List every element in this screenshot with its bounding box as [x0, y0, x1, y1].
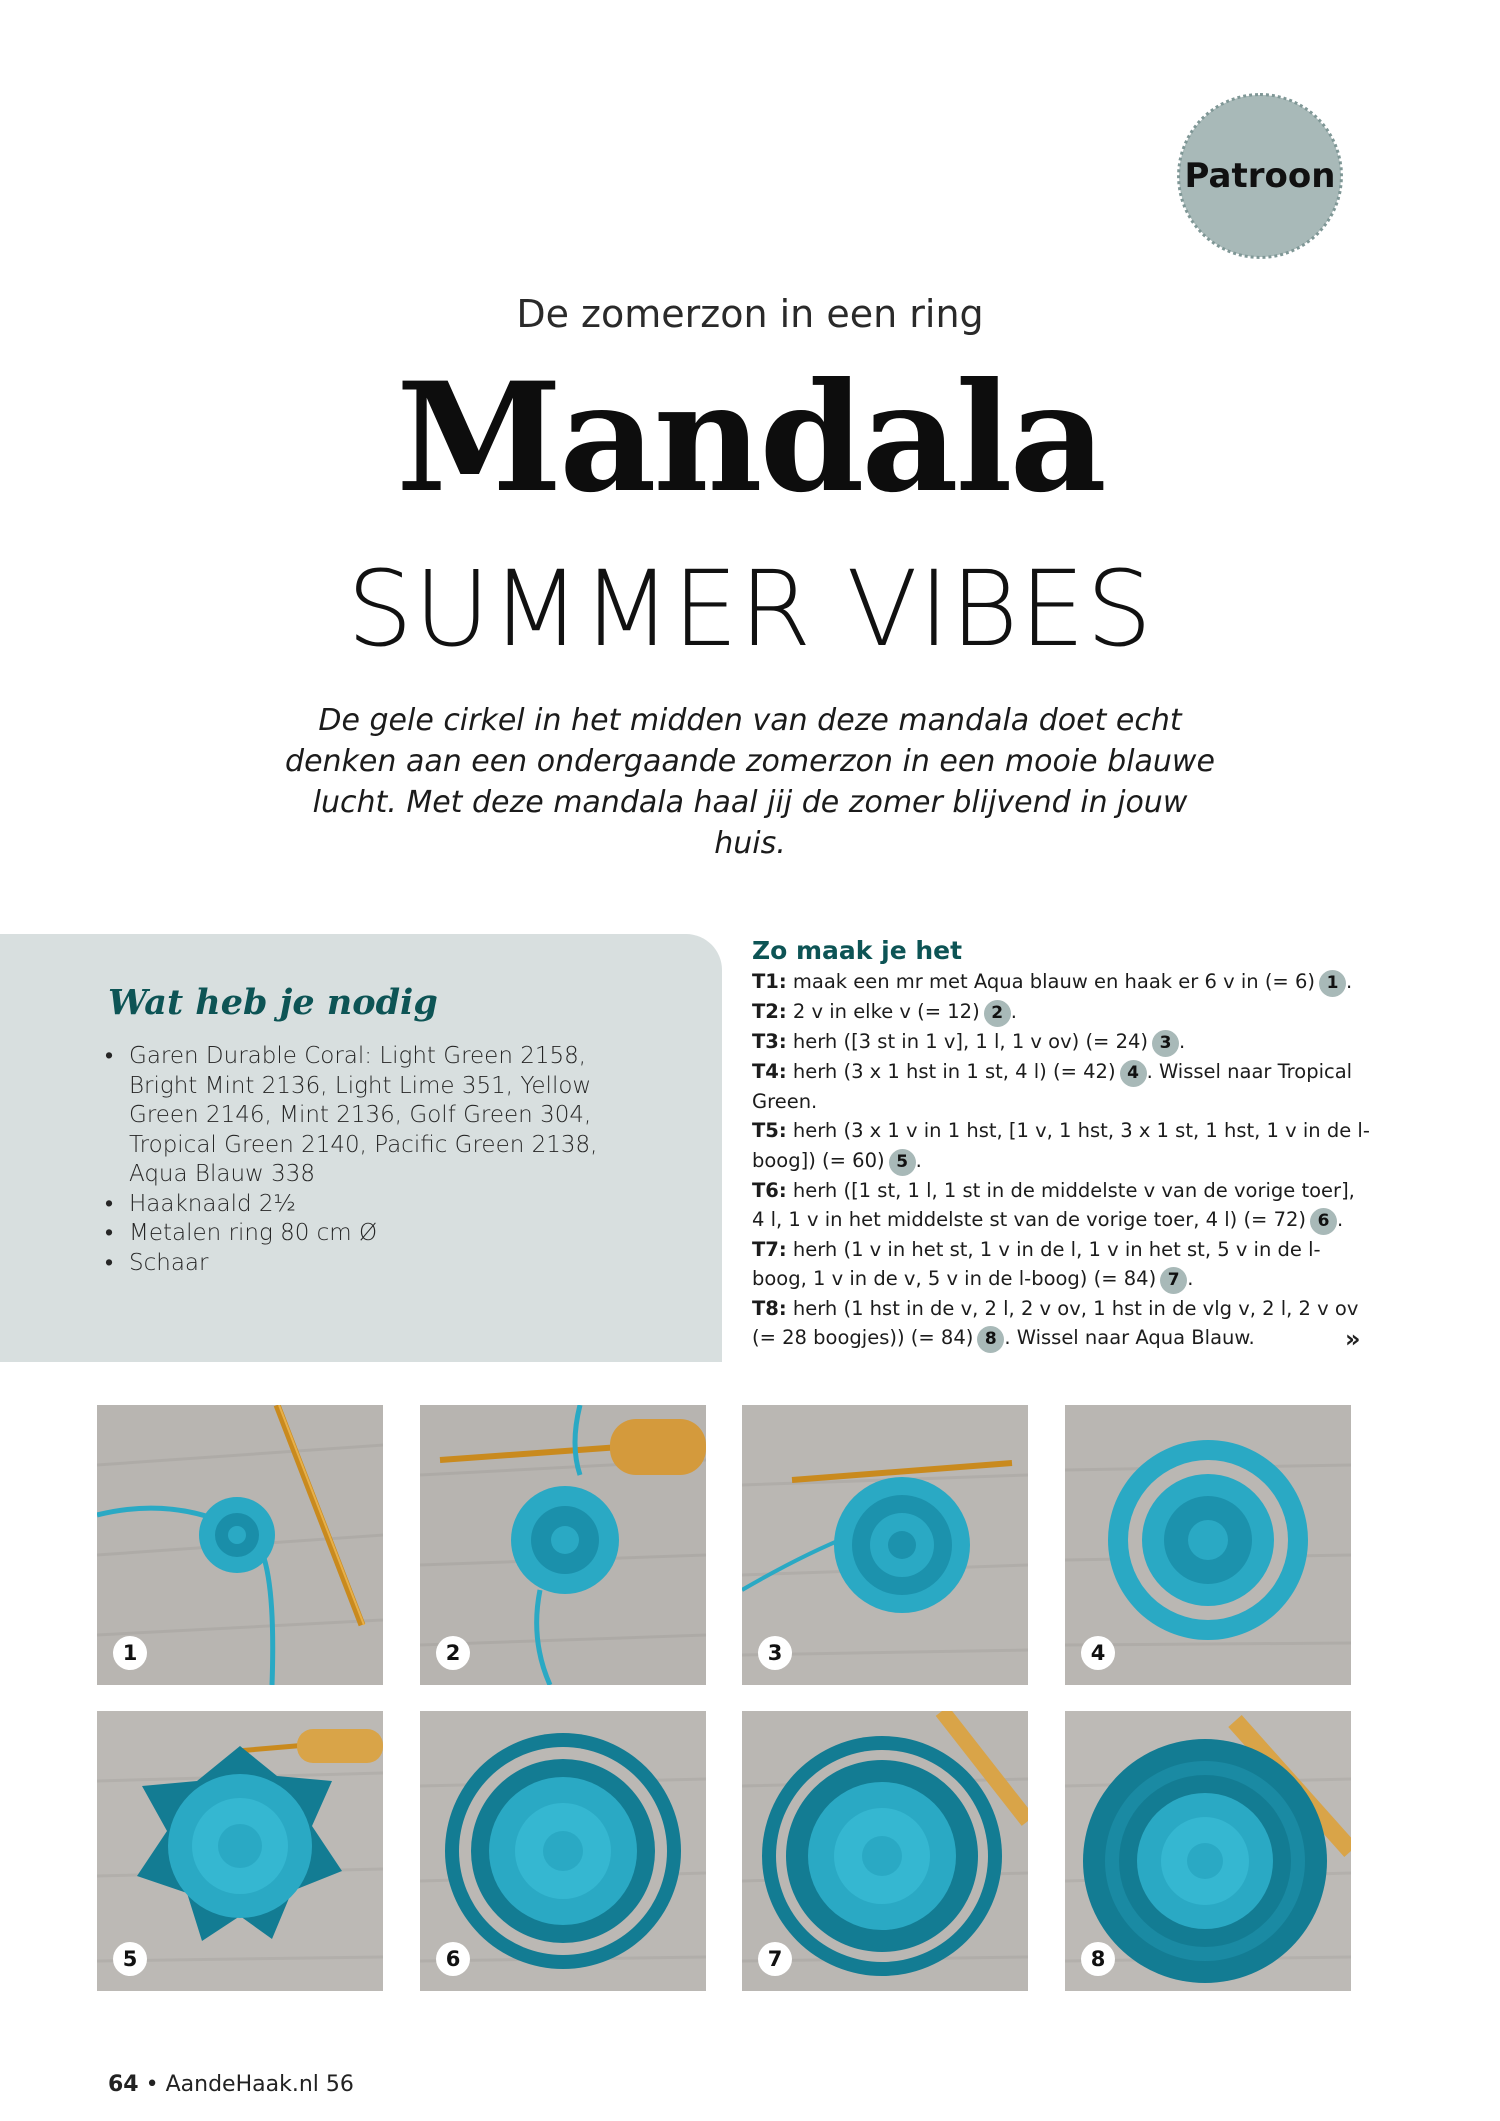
materials-item: • Schaar: [105, 1249, 605, 1279]
instruction-step-7: [752, 1235, 1372, 1294]
instructions: [752, 936, 1372, 1353]
page-number: 64: [108, 2072, 139, 2097]
step-after: .: [1010, 1000, 1017, 1023]
photo-ref-badge: 5: [889, 1149, 916, 1176]
step-label: T8:: [752, 1297, 787, 1321]
photo-number: 2: [436, 1636, 470, 1670]
step-after: .: [1337, 1207, 1344, 1231]
step-photo-6: [420, 1711, 706, 1991]
instruction-step-2: [752, 997, 1372, 1027]
photo-ref-badge: 8: [977, 1326, 1004, 1353]
step-photo-8: [1065, 1711, 1351, 1991]
step-label: T4:: [752, 1060, 787, 1083]
badge-label: Patroon: [1184, 156, 1336, 196]
photo-number: 7: [758, 1942, 792, 1976]
step-text: 2 v in elke v (= 12): [786, 1000, 980, 1023]
photo-ref-badge: 6: [1310, 1208, 1337, 1235]
step-text: herh (3 x 1 hst in 1 st, 4 l) (= 42): [786, 1060, 1116, 1083]
photo-ref-badge: 7: [1160, 1267, 1187, 1294]
instruction-step-3: [752, 1027, 1372, 1057]
step-label: T2:: [752, 1000, 787, 1023]
step-label: T5:: [752, 1119, 787, 1143]
instruction-step-4: [752, 1057, 1372, 1116]
step-text: herh (1 hst in de v, 2 l, 2 v ov, 1 hst in de vlg v, 2 l, 2 v ov (= 28 boogjes)) (= 84): [752, 1297, 1359, 1350]
step-photo-4: [1065, 1405, 1351, 1685]
step-label: T1:: [752, 970, 787, 993]
step-after: . Wissel naar Tropical Green.: [752, 1060, 1353, 1113]
page-title-secondary: SUMMER VIBES: [346, 548, 1154, 670]
step-photo-2: [420, 1405, 706, 1685]
step-photo-3: [742, 1405, 1028, 1685]
instruction-step-1: [752, 967, 1372, 997]
step-text: herh ([3 st in 1 v], 1 l, 1 v ov) (= 24): [786, 1030, 1149, 1053]
instruction-step-5: [752, 1116, 1372, 1175]
photo-ref-badge: 1: [1319, 970, 1346, 997]
photo-number: 8: [1081, 1942, 1115, 1976]
photo-ref-badge: 2: [984, 1000, 1011, 1027]
photo-number: 1: [113, 1636, 147, 1670]
photo-number: 3: [758, 1636, 792, 1670]
photo-number: 6: [436, 1942, 470, 1976]
materials-item: • Haaknaald 2½: [105, 1190, 605, 1220]
page-title: Mandala: [396, 350, 1104, 526]
step-text: herh (3 x 1 v in 1 hst, [1 v, 1 hst, 3 x 1 st, 1 hst, 1 v in de l-boog]) (= 60): [752, 1119, 1370, 1172]
materials-list: [105, 1042, 605, 1278]
step-after: .: [915, 1148, 922, 1172]
step-after: .: [1187, 1267, 1194, 1291]
materials-item: • Garen Durable Coral: Light Green 2158, Bright Mint 2136, Light Lime 351, Yellow Green 2146, Mint 2136, Golf Green 304, Tropical Green 2140, Pacific Green 2138, Aqua Blauw 338: [105, 1042, 605, 1190]
photo-ref-badge: 4: [1120, 1060, 1147, 1087]
magazine-name: AandeHaak.nl 56: [165, 2072, 354, 2097]
instruction-step-8: [752, 1294, 1372, 1353]
step-label: T6:: [752, 1178, 787, 1202]
page-footer: [108, 2072, 354, 2097]
step-photo-1: [97, 1405, 383, 1685]
step-after: . Wissel naar Aqua Blauw.: [1004, 1326, 1255, 1350]
photo-number: 4: [1081, 1636, 1115, 1670]
step-text: herh ([1 st, 1 l, 1 st in de middelste v van de vorige toer], 4 l, 1 v in het middelste st van de vorige toer, 4 l) (= 72): [752, 1178, 1355, 1231]
step-text: maak een mr met Aqua blauw en haak er 6 v in (= 6): [786, 970, 1315, 993]
instruction-step-6: [752, 1176, 1372, 1235]
intro-text: De gele cirkel in het midden van deze mandala doet echt denken aan een ondergaande zomerzon in een mooie blauwe lucht. Met deze mandala haal jij de zomer blijvend in jouw huis.: [285, 703, 1215, 861]
page-subtitle: De zomerzon in een ring: [516, 292, 984, 336]
pattern-badge: [1179, 95, 1341, 257]
step-text: herh (1 v in het st, 1 v in de l, 1 v in het st, 5 v in de l-boog, 1 v in de v, 5 v in de l-boog) (= 84): [752, 1237, 1321, 1291]
step-after: .: [1345, 970, 1353, 993]
photo-ref-badge: 3: [1152, 1030, 1179, 1057]
step-after: .: [1179, 1030, 1186, 1053]
instructions-title: Zo maak je het: [752, 936, 963, 965]
materials-item: • Metalen ring 80 cm Ø: [105, 1219, 605, 1249]
step-label: T3:: [752, 1030, 787, 1053]
footer-bullet: •: [145, 2072, 159, 2097]
step-label: T7:: [752, 1237, 787, 1261]
photo-number: 5: [113, 1942, 147, 1976]
continue-arrow-icon: »: [1345, 1325, 1361, 1353]
step-photo-5: [97, 1711, 383, 1991]
step-photo-7: [742, 1711, 1028, 1991]
materials-title: Wat heb je nodig: [108, 982, 438, 1023]
